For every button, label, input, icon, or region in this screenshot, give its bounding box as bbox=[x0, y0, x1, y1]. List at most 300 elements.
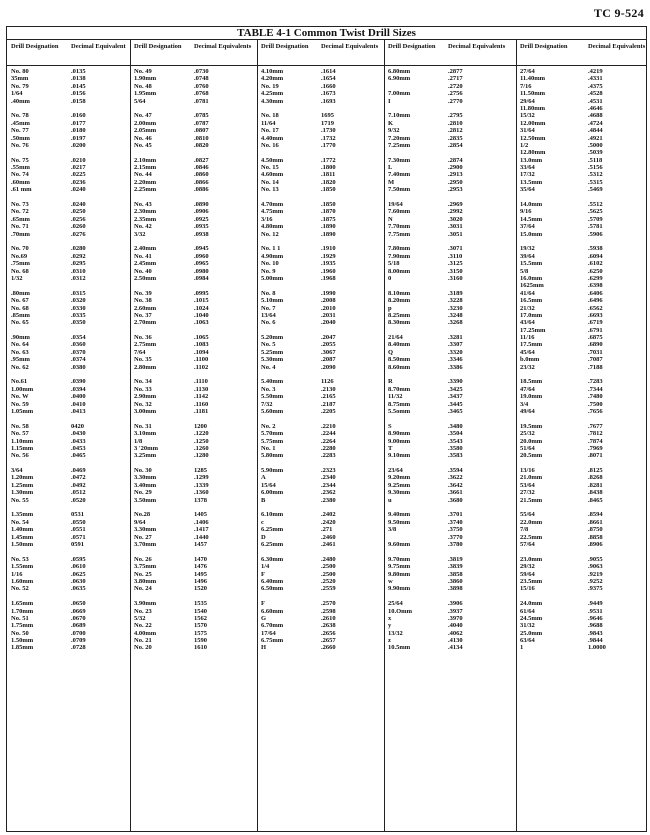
drill-designation-cell: 61/64 bbox=[520, 607, 535, 615]
decimal-equivalent-cell: .8281 bbox=[588, 481, 603, 489]
drill-designation-cell: No. 63 bbox=[11, 348, 29, 356]
drill-designation-cell: No. 33 bbox=[134, 385, 152, 393]
drill-designation-cell: 5.30mm bbox=[261, 356, 284, 364]
drill-sizes-table bbox=[6, 26, 647, 832]
drill-designation-cell: 1.55mm bbox=[11, 563, 34, 571]
decimal-equivalent-cell: .0217 bbox=[71, 164, 86, 172]
designation-column bbox=[257, 66, 317, 652]
decimal-equivalent-cell: 1540 bbox=[194, 607, 207, 615]
drill-designation-cell: No. 44 bbox=[134, 171, 152, 179]
drill-designation-cell: 47/64 bbox=[520, 385, 535, 393]
decimal-equivalent-cell: .4130 bbox=[448, 637, 463, 645]
drill-designation-cell: 5.00mm bbox=[261, 274, 284, 282]
decimal-equivalent-cell: .2087 bbox=[321, 356, 336, 364]
decimal-equivalent-cell: .2877 bbox=[448, 68, 463, 75]
drill-designation-cell: No. 68 bbox=[11, 267, 29, 275]
decimal-equivalent-cell: .0960 bbox=[194, 252, 209, 260]
drill-designation-cell: No. 12 bbox=[261, 230, 279, 238]
decimal-equivalent-cell: .3906 bbox=[448, 600, 463, 608]
drill-designation-cell: No.61 bbox=[11, 378, 28, 386]
drill-designation-cell: 7.40mm bbox=[388, 171, 411, 179]
drill-designation-cell: 2.35mm bbox=[134, 215, 157, 223]
decimal-equivalent-cell: .0551 bbox=[71, 526, 86, 534]
decimal-equivalent-cell: .4531 bbox=[588, 97, 603, 105]
decimal-equivalent-cell bbox=[194, 105, 257, 112]
drill-designation-cell: 35mm bbox=[11, 75, 29, 83]
decimal-equivalent-cell: .3051 bbox=[448, 230, 463, 238]
drill-designation-cell: 1/64 bbox=[11, 90, 23, 98]
drill-designation-cell: 2.90mm bbox=[134, 393, 157, 401]
decimal-equivalent-cell: .0453 bbox=[71, 444, 86, 452]
drill-designation-cell: 2.30mm bbox=[134, 208, 157, 216]
decimal-equivalent-cell: .2835 bbox=[448, 134, 463, 142]
drill-designation-cell bbox=[388, 548, 444, 555]
drill-designation-cell: No. 8 bbox=[261, 289, 276, 297]
drill-designation-cell: 14.5mm bbox=[520, 215, 543, 223]
decimal-equivalent-cell: .2969 bbox=[448, 201, 463, 209]
decimal-equivalent-cell: .2656 bbox=[321, 629, 336, 637]
drill-designation-cell bbox=[134, 548, 190, 555]
drill-designation-cell bbox=[261, 593, 317, 600]
drill-designation-cell bbox=[520, 194, 584, 201]
drill-designation-cell: No. 75 bbox=[11, 156, 29, 164]
drill-designation-cell: 1.00mm bbox=[11, 385, 34, 393]
decimal-equivalent-cell: .6890 bbox=[588, 341, 603, 349]
drill-designation-cell: 5/32 bbox=[134, 614, 146, 622]
drill-designation-cell: 13.0mm bbox=[520, 156, 543, 164]
decimal-equivalent-cell: .9688 bbox=[588, 622, 603, 630]
drill-designation-cell bbox=[261, 327, 317, 334]
drill-designation-cell: No. 5 bbox=[261, 341, 276, 349]
header-drill-designation: Drill Designation bbox=[388, 43, 436, 50]
drill-designation-cell: No. 40 bbox=[134, 267, 152, 275]
designation-column bbox=[130, 66, 190, 652]
decimal-equivalent-cell: .0210 bbox=[71, 156, 86, 164]
drill-designation-cell: z bbox=[388, 637, 391, 645]
drill-designation-cell: No. 31 bbox=[134, 422, 152, 430]
decimal-equivalent-cell: .0700 bbox=[71, 629, 86, 637]
drill-designation-cell: 53/64 bbox=[520, 481, 535, 489]
drill-designation-cell: 1.10mm bbox=[11, 437, 34, 445]
decimal-equivalent-cell bbox=[321, 238, 384, 245]
drill-designation-cell: Q bbox=[388, 348, 394, 356]
decimal-equivalent-cell: .2660 bbox=[321, 644, 336, 652]
drill-designation-cell: .70mm bbox=[11, 230, 30, 238]
drill-designation-cell: 1.45mm bbox=[11, 533, 34, 541]
drill-designation-cell bbox=[11, 238, 67, 245]
drill-designation-cell: No. 68 bbox=[11, 304, 29, 312]
decimal-equivalent-cell bbox=[194, 415, 257, 422]
drill-designation-cell: .45mm bbox=[11, 119, 30, 127]
decimal-equivalent-cell bbox=[321, 371, 384, 378]
decimal-equivalent-cell: .8071 bbox=[588, 452, 603, 460]
decimal-equivalent-cell: .0492 bbox=[71, 481, 86, 489]
decimal-equivalent-cell: .0890 bbox=[194, 201, 209, 209]
decimal-equivalent-cell: .0240 bbox=[71, 201, 86, 209]
decimal-equivalent-cell: .0610 bbox=[71, 563, 86, 571]
drill-designation-cell: 1.05mm bbox=[11, 407, 34, 415]
decimal-equivalent-cell: .6398 bbox=[588, 282, 603, 290]
decimal-equivalent-cell: 0531 bbox=[71, 511, 84, 519]
decimal-equivalent-cell: .0200 bbox=[71, 141, 86, 149]
decimal-equivalent-cell bbox=[321, 194, 384, 201]
decimal-equivalent-cell: .0866 bbox=[194, 178, 209, 186]
drill-designation-cell: R bbox=[388, 378, 393, 386]
decimal-equivalent-cell: .2570 bbox=[321, 600, 336, 608]
drill-designation-cell: 22.5mm bbox=[520, 533, 543, 541]
decimal-equivalent-cell: .1730 bbox=[321, 127, 336, 135]
drill-designation-cell bbox=[261, 504, 317, 511]
decimal-equivalent-cell: 1575 bbox=[194, 629, 207, 637]
drill-designation-cell: No. 35 bbox=[134, 356, 152, 364]
drill-designation-cell: 3.00mm bbox=[134, 407, 157, 415]
drill-designation-cell: No. 71 bbox=[11, 223, 29, 231]
drill-designation-cell: 12.80mm bbox=[520, 149, 546, 157]
decimal-equivalent-cell: .1015 bbox=[194, 297, 209, 305]
drill-designation-cell: 7.00mm bbox=[388, 90, 411, 98]
decimal-equivalent-cell: .8438 bbox=[588, 489, 603, 497]
drill-designation-cell: No. 17 bbox=[261, 127, 279, 135]
decimal-equivalent-cell: .4844 bbox=[588, 127, 603, 135]
drill-designation-cell: 41/64 bbox=[520, 289, 535, 297]
decimal-equivalent-cell bbox=[321, 593, 384, 600]
decimal-equivalent-cell: .3307 bbox=[448, 341, 463, 349]
decimal-equivalent-cell bbox=[448, 149, 516, 156]
drill-designation-cell: 1625mm bbox=[520, 282, 544, 290]
decimal-equivalent-cell: .2559 bbox=[321, 585, 336, 593]
drill-designation-cell: 20.0mm bbox=[520, 437, 543, 445]
drill-designation-cell: No. 53 bbox=[11, 555, 29, 563]
decimal-equivalent-cell: .0810 bbox=[194, 134, 209, 142]
drill-designation-cell bbox=[134, 282, 190, 289]
decimal-equivalent-cell: .3320 bbox=[448, 348, 463, 356]
decimal-equivalent-cell bbox=[448, 238, 516, 245]
decimal-equivalent-cell: .0630 bbox=[71, 577, 86, 585]
decimal-equivalent-cell: .0820 bbox=[194, 141, 209, 149]
drill-designation-cell: 6.60mm bbox=[261, 607, 284, 615]
drill-designation-cell: 35/64 bbox=[520, 186, 535, 194]
decimal-equivalent-cell: .1339 bbox=[194, 481, 209, 489]
drill-designation-cell bbox=[11, 105, 67, 112]
drill-designation-cell: 8.75mm bbox=[388, 400, 411, 408]
drill-designation-cell: 17/32 bbox=[520, 171, 535, 179]
drill-designation-cell bbox=[261, 460, 317, 467]
decimal-equivalent-cell bbox=[71, 282, 130, 289]
drill-designation-cell: 15.5mm bbox=[520, 260, 543, 268]
drill-designation-cell bbox=[520, 593, 584, 600]
decimal-equivalent-cell: .2500 bbox=[321, 563, 336, 571]
decimal-equivalent-cell: .3543 bbox=[448, 437, 463, 445]
decimal-equivalent-cell: .0669 bbox=[71, 607, 86, 615]
decimal-equivalent-cell bbox=[71, 504, 130, 511]
drill-designation-cell: 19.5mm bbox=[520, 422, 543, 430]
drill-designation-cell: 7.80mm bbox=[388, 245, 411, 253]
decimal-equivalent-cell: .2756 bbox=[448, 90, 463, 98]
decimal-equivalent-cell: 1476 bbox=[194, 563, 207, 571]
drill-designation-cell: No. 79 bbox=[11, 82, 29, 90]
decimal-equivalent-cell: .2283 bbox=[321, 452, 336, 460]
column-divider bbox=[516, 39, 517, 831]
decimal-equivalent-cell: .3740 bbox=[448, 518, 463, 526]
drill-designation-cell: 31/32 bbox=[520, 622, 535, 630]
decimal-equivalent-cell: 1719 bbox=[321, 119, 334, 127]
drill-designation-cell bbox=[11, 415, 67, 422]
drill-designation-cell: No.69 bbox=[11, 252, 28, 260]
decimal-equivalent-cell bbox=[588, 371, 646, 378]
drill-designation-cell: No. 32 bbox=[134, 400, 152, 408]
decimal-equivalent-cell: .1102 bbox=[194, 363, 209, 371]
drill-designation-cell: 57/64 bbox=[520, 541, 535, 548]
decimal-equivalent-cell: .2130 bbox=[321, 385, 336, 393]
drill-designation-cell: No. 52 bbox=[11, 585, 29, 593]
decimal-equivalent-cell: 1520 bbox=[194, 585, 207, 593]
drill-designation-cell: 3.30mm bbox=[134, 526, 157, 534]
decimal-equivalent-cell: .1935 bbox=[321, 260, 336, 268]
decimal-equivalent-cell: 1200 bbox=[194, 422, 207, 430]
drill-designation-cell bbox=[134, 415, 190, 422]
designation-column bbox=[7, 66, 67, 652]
decimal-equivalent-cell: .2638 bbox=[321, 622, 336, 630]
decimal-equivalent-cell: .2598 bbox=[321, 607, 336, 615]
drill-designation-cell: 1.90mm bbox=[134, 75, 157, 83]
drill-designation-cell: p bbox=[388, 304, 392, 312]
decimal-equivalent-cell: .0550 bbox=[71, 518, 86, 526]
drill-designation-cell: 23.5mm bbox=[520, 577, 543, 585]
drill-designation-cell bbox=[134, 238, 190, 245]
decimal-equivalent-cell bbox=[448, 105, 516, 112]
drill-designation-cell: 63/64 bbox=[520, 637, 535, 645]
drill-designation-cell: 13.5mm bbox=[520, 178, 543, 186]
drill-designation-cell bbox=[134, 105, 190, 112]
drill-designation-cell: 9.75mm bbox=[388, 563, 411, 571]
drill-designation-cell bbox=[520, 460, 584, 467]
drill-designation-cell: 7.30mm bbox=[388, 156, 411, 164]
drill-designation-cell: 7.60mm bbox=[388, 208, 411, 216]
decimal-equivalent-cell: .3445 bbox=[448, 400, 463, 408]
decimal-equivalent-cell: .9843 bbox=[588, 629, 603, 637]
decimal-equivalent-cell: .0689 bbox=[71, 622, 86, 630]
decimal-equivalent-cell bbox=[71, 105, 130, 112]
decimal-equivalent-cell: .6406 bbox=[588, 289, 603, 297]
drill-designation-cell: 3/64 bbox=[11, 467, 23, 475]
decimal-equivalent-cell: .5938 bbox=[588, 245, 603, 253]
decimal-equivalent-cell bbox=[321, 504, 384, 511]
drill-designation-cell: 1.50mm bbox=[11, 541, 34, 548]
decimal-equivalent-cell: .0158 bbox=[71, 97, 86, 105]
decimal-equivalent-cell: .2900 bbox=[448, 164, 463, 172]
decimal-equivalent-cell: .8858 bbox=[588, 533, 603, 541]
drill-designation-cell bbox=[261, 105, 317, 112]
decimal-equivalent-cell bbox=[321, 415, 384, 422]
drill-designation-cell: No. 48 bbox=[134, 82, 152, 90]
drill-designation-cell: 9.00mm bbox=[388, 437, 411, 445]
decimal-equivalent-cell bbox=[448, 371, 516, 378]
drill-designation-cell: 1/16 bbox=[11, 570, 23, 578]
decimal-equivalent-cell: 1495 bbox=[194, 570, 207, 578]
decimal-equivalent-cell bbox=[71, 194, 130, 201]
drill-designation-cell: 37/64 bbox=[520, 223, 535, 231]
drill-designation-cell: 31/64 bbox=[520, 127, 535, 135]
decimal-equivalent-cell: 1562 bbox=[194, 614, 207, 622]
decimal-equivalent-cell: .0413 bbox=[71, 407, 86, 415]
decimal-equivalent-cell: .1065 bbox=[194, 334, 209, 342]
decimal-equivalent-cell: .0135 bbox=[71, 68, 86, 75]
document-code: TC 9-524 bbox=[593, 6, 644, 20]
decimal-equivalent-cell: .6250 bbox=[588, 267, 603, 275]
decimal-equivalent-cell: .2610 bbox=[321, 614, 336, 622]
decimal-equivalent-cell: .9449 bbox=[588, 600, 603, 608]
drill-designation-cell: 23.0mm bbox=[520, 555, 543, 563]
decimal-equivalent-cell: .2187 bbox=[321, 400, 336, 408]
decimal-equivalent-cell bbox=[71, 593, 130, 600]
drill-designation-cell: b.0mm bbox=[520, 356, 540, 364]
decimal-equivalent-cell: .1260 bbox=[194, 444, 209, 452]
decimal-equivalent-cell: .1732 bbox=[321, 134, 336, 142]
decimal-equivalent-cell: .3150 bbox=[448, 267, 463, 275]
drill-designation-cell: .50mm bbox=[11, 134, 30, 142]
drill-designation-cell: 3.10mm bbox=[134, 430, 157, 438]
drill-designation-cell: 4.20mm bbox=[261, 75, 284, 83]
decimal-equivalent-cell bbox=[321, 548, 384, 555]
decimal-equivalent-cell: .0728 bbox=[71, 644, 86, 652]
drill-designation-cell: 8.10mm bbox=[388, 289, 411, 297]
decimal-equivalent-cell: .0472 bbox=[71, 474, 86, 482]
drill-designation-cell: 1/2 bbox=[520, 141, 529, 149]
decimal-equivalent-cell: .2344 bbox=[321, 481, 336, 489]
decimal-equivalent-cell: .2244 bbox=[321, 430, 336, 438]
decimal-equivalent-cell: .2480 bbox=[321, 555, 336, 563]
drill-designation-cell: 6.10mm bbox=[261, 511, 284, 519]
decimal-column bbox=[317, 66, 384, 652]
decimal-equivalent-cell: .0256 bbox=[71, 215, 86, 223]
drill-designation-cell bbox=[11, 327, 67, 334]
decimal-equivalent-cell: .0335 bbox=[71, 311, 86, 319]
decimal-equivalent-cell bbox=[321, 327, 384, 334]
drill-designation-cell bbox=[388, 149, 444, 156]
decimal-equivalent-cell bbox=[321, 282, 384, 289]
decimal-equivalent-cell: .4040 bbox=[448, 622, 463, 630]
decimal-equivalent-cell: .1360 bbox=[194, 489, 209, 497]
decimal-equivalent-cell: .0781 bbox=[194, 97, 209, 105]
drill-designation-cell: 9/32 bbox=[388, 127, 400, 135]
drill-designation-cell: 8.50mm bbox=[388, 356, 411, 364]
decimal-equivalent-cell: .1040 bbox=[194, 311, 209, 319]
decimal-equivalent-cell bbox=[448, 504, 516, 511]
drill-designation-cell: 1.60mm bbox=[11, 577, 34, 585]
drill-designation-cell: No. 42 bbox=[134, 223, 152, 231]
drill-designation-cell: .90mm bbox=[11, 334, 30, 342]
decimal-equivalent-cell: .3346 bbox=[448, 356, 463, 364]
drill-designation-cell: 9.30mm bbox=[388, 489, 411, 497]
drill-designation-cell: 21.0mm bbox=[520, 474, 543, 482]
decimal-equivalent-cell: 1570 bbox=[194, 622, 207, 630]
decimal-equivalent-cell: .3071 bbox=[448, 245, 463, 253]
decimal-equivalent-cell: .1890 bbox=[321, 230, 336, 238]
decimal-equivalent-cell: .2770 bbox=[448, 97, 463, 105]
decimal-equivalent-cell: .1160 bbox=[194, 400, 209, 408]
decimal-equivalent-cell: .8268 bbox=[588, 474, 603, 482]
decimal-equivalent-cell: .5000 bbox=[588, 141, 603, 149]
decimal-equivalent-cell: .3583 bbox=[448, 452, 463, 460]
decimal-equivalent-cell bbox=[71, 548, 130, 555]
decimal-equivalent-cell: .2460 bbox=[321, 533, 336, 541]
decimal-equivalent-cell: .0280 bbox=[71, 245, 86, 253]
drill-designation-cell: No. 21 bbox=[134, 637, 152, 645]
drill-designation-cell: 8.00mm bbox=[388, 267, 411, 275]
drill-designation-cell: 2.80mm bbox=[134, 363, 157, 371]
drill-designation-cell: No. 51 bbox=[11, 614, 29, 622]
decimal-equivalent-cell: .2402 bbox=[321, 511, 336, 519]
drill-designation-cell: 3.90mm bbox=[134, 600, 157, 608]
decimal-equivalent-cell bbox=[448, 327, 516, 334]
drill-designation-cell: 4.50mm bbox=[261, 156, 284, 164]
drill-designation-cell: 2.45mm bbox=[134, 260, 157, 268]
decimal-equivalent-cell: .1673 bbox=[321, 90, 336, 98]
drill-designation-cell: F bbox=[261, 570, 265, 578]
decimal-equivalent-cell: .0625 bbox=[71, 570, 86, 578]
drill-designation-cell: 4.60mm bbox=[261, 171, 284, 179]
drill-designation-cell: 6.00mm bbox=[261, 489, 284, 497]
drill-designation-cell: w bbox=[388, 577, 393, 585]
decimal-equivalent-cell: .0430 bbox=[71, 430, 86, 438]
decimal-equivalent-cell: .3858 bbox=[448, 570, 463, 578]
drill-designation-cell: No. 7 bbox=[261, 304, 276, 312]
drill-designation-cell: 9/64 bbox=[134, 518, 146, 526]
drill-designation-cell: 5.5omm bbox=[388, 407, 411, 415]
drill-designation-cell: 13/64 bbox=[261, 311, 276, 319]
drill-designation-cell: 45/64 bbox=[520, 348, 535, 356]
decimal-equivalent-cell: .5156 bbox=[588, 164, 603, 172]
drill-designation-cell: 14.0mm bbox=[520, 201, 543, 209]
decimal-equivalent-cell: .0354 bbox=[71, 334, 86, 342]
decimal-equivalent-cell: .0156 bbox=[71, 90, 86, 98]
drill-designation-cell bbox=[134, 593, 190, 600]
drill-designation-cell: 9.50mm bbox=[388, 518, 411, 526]
drill-designation-cell: 7.10mm bbox=[388, 112, 411, 120]
drill-designation-cell: D bbox=[261, 533, 266, 541]
decimal-equivalent-cell: .3680 bbox=[448, 496, 463, 504]
decimal-equivalent-cell: .9219 bbox=[588, 570, 603, 578]
decimal-equivalent-cell: .0860 bbox=[194, 171, 209, 179]
drill-designation-cell: 3/8 bbox=[388, 526, 397, 534]
decimal-equivalent-cell: .0512 bbox=[71, 489, 86, 497]
drill-designation-cell: 1/4 bbox=[261, 563, 270, 571]
header-decimal-equivalent: Decimal Equivalents bbox=[194, 43, 252, 50]
drill-designation-cell: 9/16 bbox=[520, 208, 532, 216]
drill-designation-cell bbox=[11, 194, 67, 201]
decimal-equivalent-cell: .9844 bbox=[588, 637, 603, 645]
decimal-equivalent-cell: .0380 bbox=[71, 363, 86, 371]
decimal-equivalent-cell: .3067 bbox=[321, 348, 336, 356]
drill-designation-cell: No. 38 bbox=[134, 297, 152, 305]
decimal-equivalent-cell: .3248 bbox=[448, 311, 463, 319]
decimal-equivalent-cell: .3580 bbox=[448, 444, 463, 452]
drill-designation-cell: 15/64 bbox=[261, 481, 276, 489]
drill-designation-cell: 2.75mm bbox=[134, 341, 157, 349]
decimal-equivalent-cell: .5118 bbox=[588, 156, 603, 164]
decimal-equivalent-cell: .8906 bbox=[588, 541, 603, 548]
drill-designation-cell: 17.25mm bbox=[520, 326, 546, 334]
decimal-equivalent-cell: .0390 bbox=[71, 378, 86, 386]
decimal-equivalent-cell: .2810 bbox=[448, 119, 463, 127]
drill-designation-cell: 13/32 bbox=[388, 629, 403, 637]
decimal-equivalent-cell: .0370 bbox=[71, 348, 86, 356]
decimal-equivalent-cell: .3281 bbox=[448, 334, 463, 342]
decimal-equivalent-cell bbox=[71, 415, 130, 422]
decimal-equivalent-cell: .2913 bbox=[448, 171, 463, 179]
decimal-equivalent-cell: .0315 bbox=[71, 289, 86, 297]
decimal-equivalent-cell: .0310 bbox=[71, 267, 86, 275]
